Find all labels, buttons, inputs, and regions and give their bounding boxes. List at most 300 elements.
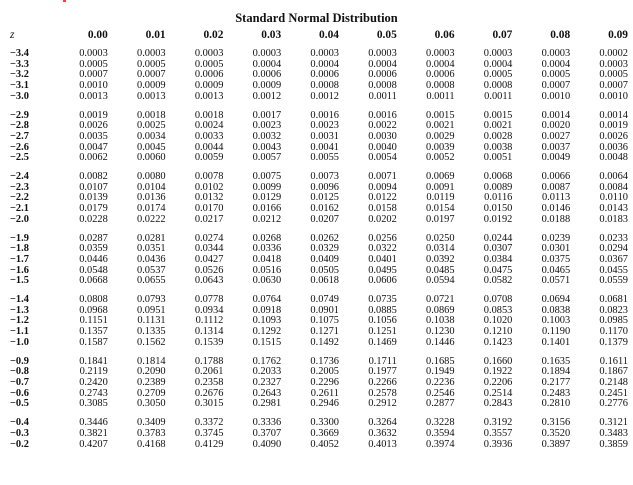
probability-cell: 0.0559 xyxy=(599,275,628,287)
probability-cell: 0.0721 xyxy=(426,294,455,306)
probability-cell: 0.0668 xyxy=(79,275,108,287)
probability-cell: 0.2206 xyxy=(483,376,513,388)
probability-cell: 0.0054 xyxy=(368,152,397,164)
probability-cell: 0.2005 xyxy=(310,366,339,378)
probability-cell: 0.0003 xyxy=(252,48,282,59)
probability-cell: 0.1515 xyxy=(252,336,282,348)
probability-cell: 0.0005 xyxy=(483,69,513,81)
probability-cell: 0.0080 xyxy=(137,171,166,183)
probability-cell: 0.0026 xyxy=(79,120,108,132)
probability-cell: 0.0708 xyxy=(483,294,513,306)
z-value-cell: −2.2 xyxy=(10,192,29,204)
z-value-cell: −0.6 xyxy=(10,387,29,399)
probability-cell: 0.2236 xyxy=(426,376,455,388)
z-value-cell: −0.2 xyxy=(10,438,29,450)
probability-cell: 0.0885 xyxy=(368,304,397,316)
probability-cell: 0.3050 xyxy=(137,398,166,410)
probability-cell: 0.0158 xyxy=(368,203,397,215)
probability-cell: 0.2327 xyxy=(252,376,282,388)
probability-cell: 0.0024 xyxy=(194,120,224,132)
probability-cell: 0.0043 xyxy=(252,141,282,153)
z-value-cell: −2.4 xyxy=(10,171,29,183)
probability-cell: 0.3446 xyxy=(79,417,108,429)
probability-cell: 0.0239 xyxy=(541,232,571,244)
probability-cell: 0.0838 xyxy=(541,304,571,316)
probability-cell: 0.0188 xyxy=(541,213,571,225)
z-value-cell: −0.9 xyxy=(10,355,29,367)
probability-cell: 0.3632 xyxy=(368,427,397,439)
probability-cell: 0.0047 xyxy=(79,141,108,153)
probability-cell: 0.0643 xyxy=(194,275,224,287)
probability-cell: 0.0307 xyxy=(483,243,513,255)
probability-cell: 0.0057 xyxy=(252,152,282,164)
probability-cell: 0.2709 xyxy=(137,387,166,399)
z-value-cell: −2.8 xyxy=(10,120,29,132)
probability-cell: 0.0068 xyxy=(483,171,513,183)
probability-cell: 0.0004 xyxy=(252,58,282,70)
probability-cell: 0.3300 xyxy=(310,417,339,429)
probability-cell: 0.1292 xyxy=(252,326,282,338)
probability-cell: 0.0025 xyxy=(137,120,166,132)
probability-cell: 0.0516 xyxy=(252,264,282,276)
probability-cell: 0.0019 xyxy=(79,109,108,121)
probability-cell: 0.0367 xyxy=(599,253,628,265)
probability-cell: 0.0073 xyxy=(310,171,339,183)
z-column-header: z xyxy=(10,29,15,41)
probability-cell: 0.0062 xyxy=(79,152,108,164)
z-value-cell: −2.1 xyxy=(10,203,29,215)
probability-cell: 0.3745 xyxy=(194,427,224,439)
probability-cell: 0.0146 xyxy=(541,203,571,215)
probability-cell: 0.0016 xyxy=(368,109,397,121)
probability-cell: 0.3594 xyxy=(426,427,455,439)
probability-cell: 0.0004 xyxy=(310,58,339,70)
probability-cell: 0.0129 xyxy=(252,192,282,204)
z-value-cell: −3.2 xyxy=(10,69,29,81)
probability-cell: 0.1210 xyxy=(483,326,513,338)
probability-cell: 0.0033 xyxy=(194,130,224,142)
probability-cell: 0.0548 xyxy=(79,264,108,276)
probability-cell: 0.1446 xyxy=(426,336,455,348)
probability-cell: 0.2676 xyxy=(194,387,224,399)
probability-cell: 0.0197 xyxy=(426,213,455,225)
probability-cell: 0.1660 xyxy=(483,355,513,367)
probability-cell: 0.0003 xyxy=(541,48,571,59)
probability-cell: 0.3015 xyxy=(194,398,224,410)
probability-cell: 0.0008 xyxy=(310,80,339,92)
probability-cell: 0.0044 xyxy=(194,141,224,153)
probability-cell: 0.0344 xyxy=(194,243,224,255)
probability-cell: 0.0274 xyxy=(194,232,224,244)
probability-cell: 0.2810 xyxy=(541,398,571,410)
probability-cell: 0.0006 xyxy=(310,69,339,81)
probability-cell: 0.1788 xyxy=(194,355,224,367)
probability-cell: 0.0006 xyxy=(368,69,397,81)
probability-cell: 0.0143 xyxy=(599,203,628,215)
probability-cell: 0.0041 xyxy=(310,141,339,153)
probability-cell: 0.3228 xyxy=(426,417,455,429)
probability-cell: 0.0869 xyxy=(426,304,455,316)
probability-cell: 0.1469 xyxy=(368,336,397,348)
probability-cell: 0.0918 xyxy=(252,304,282,316)
probability-cell: 0.2177 xyxy=(541,376,571,388)
column-header: 0.05 xyxy=(376,29,397,41)
probability-cell: 0.3669 xyxy=(310,427,339,439)
probability-cell: 0.0301 xyxy=(541,243,571,255)
probability-cell: 0.2546 xyxy=(426,387,455,399)
probability-cell: 0.2877 xyxy=(426,398,455,410)
probability-cell: 0.0005 xyxy=(599,69,628,81)
z-value-cell: −0.7 xyxy=(10,376,29,388)
probability-cell: 0.0968 xyxy=(79,304,108,316)
probability-cell: 0.3821 xyxy=(79,427,108,439)
probability-cell: 0.0005 xyxy=(137,58,166,70)
probability-cell: 0.1170 xyxy=(599,326,628,338)
probability-cell: 0.0808 xyxy=(79,294,108,306)
probability-cell: 0.3336 xyxy=(252,417,282,429)
probability-cell: 0.2514 xyxy=(483,387,513,399)
probability-cell: 0.0150 xyxy=(483,203,513,215)
probability-cell: 0.2946 xyxy=(310,398,339,410)
probability-cell: 0.0004 xyxy=(483,58,513,70)
probability-cell: 0.0764 xyxy=(252,294,282,306)
probability-cell: 0.0007 xyxy=(599,80,628,92)
probability-cell: 0.0039 xyxy=(426,141,455,153)
probability-cell: 0.0037 xyxy=(541,141,571,153)
probability-cell: 0.2743 xyxy=(79,387,108,399)
z-value-cell: −2.5 xyxy=(10,152,29,164)
probability-cell: 0.0268 xyxy=(252,232,282,244)
probability-cell: 0.2061 xyxy=(194,366,224,378)
table-row xyxy=(4,153,628,164)
probability-cell: 0.1357 xyxy=(79,326,108,338)
probability-cell: 0.0071 xyxy=(368,171,397,183)
probability-cell: 0.0212 xyxy=(252,213,282,225)
probability-cell: 0.0630 xyxy=(252,275,282,287)
probability-cell: 0.0222 xyxy=(137,213,166,225)
probability-cell: 0.0015 xyxy=(426,109,455,121)
probability-cell: 0.0087 xyxy=(541,181,571,193)
probability-cell: 0.1075 xyxy=(310,315,339,327)
probability-cell: 0.0262 xyxy=(310,232,339,244)
probability-cell: 0.0003 xyxy=(310,48,339,59)
probability-cell: 0.0022 xyxy=(368,120,397,132)
probability-cell: 0.0793 xyxy=(137,294,166,306)
z-value-cell: −2.3 xyxy=(10,181,29,193)
probability-cell: 0.0055 xyxy=(310,152,339,164)
probability-cell: 0.3085 xyxy=(79,398,108,410)
probability-cell: 0.0778 xyxy=(194,294,224,306)
probability-cell: 0.1611 xyxy=(599,355,628,367)
probability-cell: 0.0102 xyxy=(194,181,224,193)
probability-cell: 0.0045 xyxy=(137,141,166,153)
probability-cell: 0.0082 xyxy=(79,171,108,183)
probability-cell: 0.0192 xyxy=(483,213,513,225)
probability-cell: 0.1190 xyxy=(541,326,571,338)
probability-cell: 0.0023 xyxy=(252,120,282,132)
probability-cell: 0.0217 xyxy=(194,213,224,225)
probability-cell: 0.0008 xyxy=(368,80,397,92)
probability-cell: 0.1314 xyxy=(194,326,224,338)
z-value-cell: −0.4 xyxy=(10,417,29,429)
z-value-cell: −2.7 xyxy=(10,130,29,142)
probability-cell: 0.0014 xyxy=(599,109,628,121)
probability-cell: 0.0735 xyxy=(368,294,397,306)
probability-cell: 0.1562 xyxy=(137,336,166,348)
probability-cell: 0.0018 xyxy=(137,109,166,121)
probability-cell: 0.0027 xyxy=(541,130,571,142)
probability-cell: 0.0016 xyxy=(310,109,339,121)
probability-cell: 0.0004 xyxy=(368,58,397,70)
probability-cell: 0.1151 xyxy=(79,315,108,327)
probability-cell: 0.0010 xyxy=(541,90,571,102)
probability-cell: 0.0040 xyxy=(368,141,397,153)
probability-cell: 0.2912 xyxy=(368,398,397,410)
probability-cell: 0.2090 xyxy=(137,366,166,378)
probability-cell: 0.3156 xyxy=(541,417,571,429)
probability-cell: 0.0010 xyxy=(599,90,628,102)
z-value-cell: −1.6 xyxy=(10,264,29,276)
probability-cell: 0.0018 xyxy=(194,109,224,121)
probability-cell: 0.0078 xyxy=(194,171,224,183)
column-header: 0.07 xyxy=(492,29,513,41)
probability-cell: 0.0125 xyxy=(310,192,339,204)
probability-cell: 0.1711 xyxy=(368,355,397,367)
probability-cell: 0.0034 xyxy=(137,130,166,142)
probability-cell: 0.1841 xyxy=(79,355,108,367)
probability-cell: 0.0571 xyxy=(541,275,571,287)
probability-cell: 0.1093 xyxy=(252,315,282,327)
probability-cell: 0.0013 xyxy=(137,90,166,102)
probability-cell: 0.1379 xyxy=(599,336,628,348)
z-value-cell: −1.3 xyxy=(10,304,29,316)
probability-cell: 0.0606 xyxy=(368,275,397,287)
probability-cell: 0.0029 xyxy=(426,130,455,142)
probability-cell: 0.0003 xyxy=(137,48,166,59)
column-header: 0.09 xyxy=(608,29,628,41)
probability-cell: 0.0749 xyxy=(310,294,339,306)
probability-cell: 0.0006 xyxy=(194,69,224,81)
probability-cell: 0.2981 xyxy=(252,398,282,410)
probability-cell: 0.1736 xyxy=(310,355,339,367)
probability-cell: 0.0005 xyxy=(194,58,224,70)
probability-cell: 0.3372 xyxy=(194,417,224,429)
z-value-cell: −2.0 xyxy=(10,213,29,225)
probability-cell: 0.0026 xyxy=(599,130,628,142)
probability-cell: 0.0122 xyxy=(368,192,397,204)
table-row xyxy=(4,215,628,226)
probability-cell: 0.0136 xyxy=(137,192,166,204)
probability-cell: 0.0064 xyxy=(599,171,628,183)
probability-cell: 0.4090 xyxy=(252,438,282,450)
probability-cell: 0.1762 xyxy=(252,355,282,367)
probability-cell: 0.3859 xyxy=(599,438,628,450)
probability-cell: 0.0003 xyxy=(368,48,397,59)
probability-cell: 0.0409 xyxy=(310,253,339,265)
probability-cell: 0.0038 xyxy=(483,141,513,153)
probability-cell: 0.0048 xyxy=(599,152,628,164)
probability-cell: 0.1539 xyxy=(194,336,224,348)
probability-cell: 0.0060 xyxy=(137,152,166,164)
probability-cell: 0.0132 xyxy=(194,192,224,204)
probability-cell: 0.0015 xyxy=(483,109,513,121)
probability-cell: 0.0228 xyxy=(79,213,108,225)
probability-cell: 0.1894 xyxy=(541,366,571,378)
z-value-cell: −2.9 xyxy=(10,109,29,121)
probability-cell: 0.0139 xyxy=(79,192,108,204)
probability-cell: 0.0505 xyxy=(310,264,339,276)
probability-cell: 0.0011 xyxy=(368,90,397,102)
probability-cell: 0.0011 xyxy=(484,90,513,102)
probability-cell: 0.0233 xyxy=(599,232,628,244)
probability-cell: 0.0028 xyxy=(483,130,513,142)
probability-cell: 0.0537 xyxy=(137,264,166,276)
red-mark xyxy=(63,0,66,2)
probability-cell: 0.0294 xyxy=(599,243,628,255)
probability-cell: 0.1251 xyxy=(368,326,397,338)
probability-cell: 0.2119 xyxy=(79,366,108,378)
table-row xyxy=(4,276,628,287)
probability-cell: 0.0006 xyxy=(426,69,455,81)
probability-cell: 0.0014 xyxy=(541,109,571,121)
probability-cell: 0.0075 xyxy=(252,171,282,183)
probability-cell: 0.1867 xyxy=(599,366,628,378)
probability-cell: 0.1335 xyxy=(137,326,166,338)
z-value-cell: −1.1 xyxy=(10,326,29,338)
probability-cell: 0.0035 xyxy=(79,130,108,142)
probability-cell: 0.0008 xyxy=(483,80,513,92)
probability-cell: 0.0099 xyxy=(252,181,282,193)
z-value-cell: −3.4 xyxy=(10,48,29,59)
probability-cell: 0.0007 xyxy=(541,80,571,92)
probability-cell: 0.0002 xyxy=(599,48,628,59)
probability-cell: 0.1056 xyxy=(368,315,397,327)
probability-cell: 0.0019 xyxy=(599,120,628,132)
probability-cell: 0.0823 xyxy=(599,304,628,316)
z-value-cell: −0.8 xyxy=(10,366,29,378)
probability-cell: 0.0021 xyxy=(483,120,513,132)
probability-cell: 0.0107 xyxy=(79,181,108,193)
table-row xyxy=(4,92,628,103)
probability-cell: 0.0003 xyxy=(79,48,108,59)
probability-cell: 0.0052 xyxy=(426,152,455,164)
probability-cell: 0.1131 xyxy=(137,315,166,327)
probability-cell: 0.0427 xyxy=(194,253,224,265)
probability-cell: 0.0005 xyxy=(541,69,571,81)
probability-cell: 0.0681 xyxy=(599,294,628,306)
probability-cell: 0.2843 xyxy=(483,398,513,410)
probability-cell: 0.1230 xyxy=(426,326,455,338)
probability-cell: 0.0281 xyxy=(137,232,166,244)
probability-cell: 0.0020 xyxy=(541,120,571,132)
probability-cell: 0.3520 xyxy=(541,427,571,439)
probability-cell: 0.0465 xyxy=(541,264,571,276)
probability-cell: 0.0694 xyxy=(541,294,571,306)
probability-cell: 0.3409 xyxy=(137,417,166,429)
probability-cell: 0.0934 xyxy=(194,304,224,316)
probability-cell: 0.1587 xyxy=(79,336,108,348)
probability-cell: 0.0119 xyxy=(426,192,455,204)
probability-cell: 0.2148 xyxy=(599,376,628,388)
column-header: 0.03 xyxy=(261,29,282,41)
probability-cell: 0.1112 xyxy=(195,315,224,327)
probability-cell: 0.0322 xyxy=(368,243,397,255)
probability-cell: 0.0183 xyxy=(599,213,628,225)
probability-cell: 0.3783 xyxy=(137,427,166,439)
probability-cell: 0.0446 xyxy=(79,253,108,265)
probability-cell: 0.1977 xyxy=(368,366,397,378)
probability-cell: 0.0392 xyxy=(426,253,455,265)
probability-cell: 0.0655 xyxy=(137,275,166,287)
z-value-cell: −1.2 xyxy=(10,315,29,327)
z-value-cell: −1.8 xyxy=(10,243,29,255)
probability-cell: 0.0314 xyxy=(426,243,455,255)
probability-cell: 0.1685 xyxy=(426,355,455,367)
probability-cell: 0.1814 xyxy=(137,355,166,367)
probability-cell: 0.0436 xyxy=(137,253,166,265)
probability-cell: 0.0051 xyxy=(483,152,513,164)
probability-cell: 0.1038 xyxy=(426,315,455,327)
probability-cell: 0.2033 xyxy=(252,366,282,378)
probability-cell: 0.0009 xyxy=(137,80,166,92)
probability-cell: 0.0207 xyxy=(310,213,339,225)
probability-cell: 0.0485 xyxy=(426,264,455,276)
column-header: 0.00 xyxy=(87,29,108,41)
probability-cell: 0.0256 xyxy=(368,232,397,244)
probability-cell: 0.0116 xyxy=(484,192,513,204)
probability-cell: 0.0003 xyxy=(194,48,224,59)
header-row xyxy=(4,25,628,45)
probability-cell: 0.0004 xyxy=(426,58,455,70)
probability-cell: 0.0084 xyxy=(599,181,628,193)
probability-cell: 0.0418 xyxy=(252,253,282,265)
z-value-cell: −3.0 xyxy=(10,90,29,102)
probability-cell: 0.0005 xyxy=(79,58,108,70)
z-value-cell: −2.6 xyxy=(10,141,29,153)
probability-cell: 0.0013 xyxy=(79,90,108,102)
probability-cell: 0.2420 xyxy=(79,376,108,388)
probability-cell: 0.2483 xyxy=(541,387,571,399)
probability-cell: 0.0049 xyxy=(541,152,571,164)
probability-cell: 0.4207 xyxy=(79,438,108,450)
probability-cell: 0.0618 xyxy=(310,275,339,287)
probability-cell: 0.0594 xyxy=(426,275,455,287)
table-row xyxy=(4,429,628,440)
probability-cell: 0.2578 xyxy=(368,387,397,399)
probability-cell: 0.0384 xyxy=(483,253,513,265)
z-value-cell: −0.5 xyxy=(10,398,29,410)
column-header: 0.04 xyxy=(319,29,339,41)
probability-cell: 0.0170 xyxy=(194,203,224,215)
probability-cell: 0.0007 xyxy=(137,69,166,81)
probability-cell: 0.0091 xyxy=(426,181,455,193)
table-row xyxy=(4,338,628,349)
z-value-cell: −0.3 xyxy=(10,427,29,439)
table-row xyxy=(4,440,628,451)
probability-cell: 0.3121 xyxy=(599,417,628,429)
probability-cell: 0.0104 xyxy=(137,181,166,193)
probability-cell: 0.0059 xyxy=(194,152,224,164)
probability-cell: 0.0008 xyxy=(426,80,455,92)
probability-cell: 0.0455 xyxy=(599,264,628,276)
probability-cell: 0.0951 xyxy=(137,304,166,316)
probability-cell: 0.0003 xyxy=(483,48,513,59)
probability-cell: 0.3483 xyxy=(599,427,628,439)
probability-cell: 0.0012 xyxy=(252,90,282,102)
column-header: 0.02 xyxy=(203,29,224,41)
probability-cell: 0.0110 xyxy=(599,192,628,204)
probability-cell: 0.0089 xyxy=(483,181,513,193)
